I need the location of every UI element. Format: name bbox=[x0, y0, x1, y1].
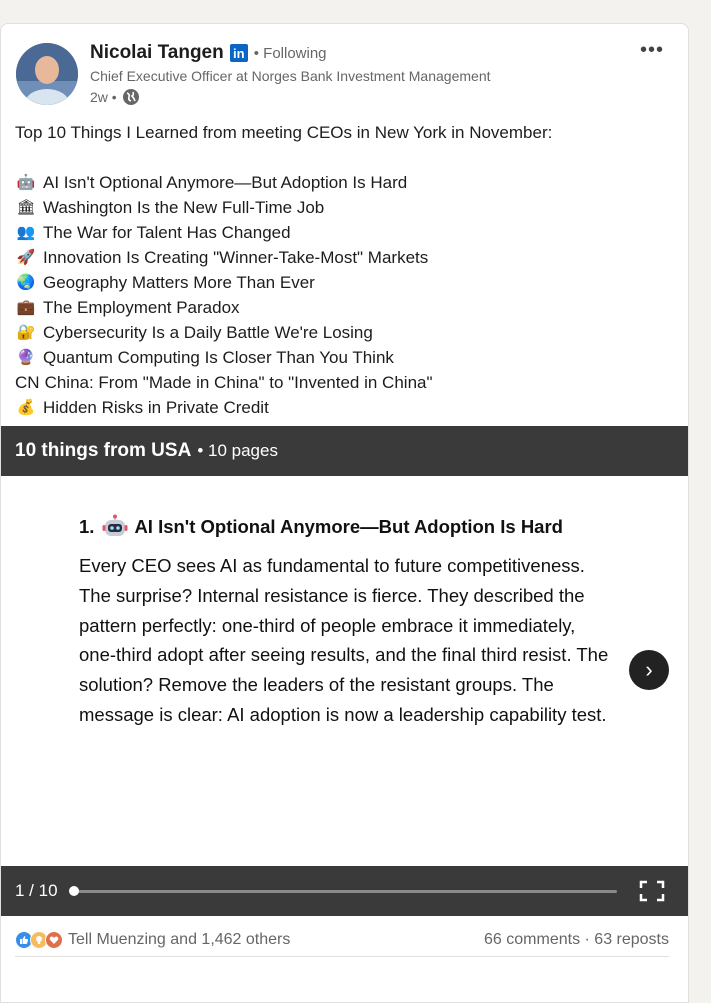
document-controls bbox=[1, 866, 689, 916]
list-item-text: AI Isn't Optional Anymore—But Adoption Is Hard bbox=[43, 173, 408, 192]
list-item-text: The War for Talent Has Changed bbox=[43, 223, 291, 242]
slide-number: 1. bbox=[79, 516, 95, 537]
list-item-text: The Employment Paradox bbox=[43, 298, 240, 317]
globe-icon: 🌏 bbox=[16, 274, 36, 291]
post-card bbox=[0, 23, 689, 1003]
slide-heading bbox=[79, 514, 563, 540]
post-header bbox=[1, 24, 688, 114]
robot-icon: 🤖 bbox=[16, 174, 36, 191]
document-title: 10 things from USA bbox=[15, 440, 192, 461]
author-name[interactable]: Nicolai Tangen bbox=[90, 42, 224, 63]
reaction-icons[interactable] bbox=[15, 931, 60, 949]
list-item bbox=[15, 395, 675, 420]
fullscreen-icon[interactable] bbox=[639, 880, 665, 902]
document-title-bar[interactable] bbox=[1, 426, 689, 476]
crystal-ball-icon: 🔮 bbox=[16, 349, 36, 366]
robot-icon bbox=[102, 514, 128, 540]
social-counts bbox=[15, 923, 669, 957]
rocket-icon: 🚀 bbox=[16, 249, 36, 266]
more-options-icon[interactable]: ••• bbox=[639, 39, 664, 61]
post-time: 2w • bbox=[90, 89, 117, 105]
list-item bbox=[15, 270, 675, 295]
list-item bbox=[15, 195, 675, 220]
list-item-text: Innovation Is Creating "Winner-Take-Most" Markets bbox=[43, 248, 429, 267]
list-item-text: Hidden Risks in Private Credit bbox=[43, 398, 269, 417]
progress-slider[interactable] bbox=[73, 890, 617, 893]
list-item bbox=[15, 320, 675, 345]
reactors-text[interactable]: Tell Muenzing and 1,462 others bbox=[68, 930, 291, 948]
page-counter: 1 / 10 bbox=[15, 881, 58, 900]
post-text bbox=[15, 120, 675, 420]
document-slide bbox=[1, 476, 689, 866]
briefcase-icon: 💼 bbox=[16, 299, 36, 316]
list-item bbox=[15, 345, 675, 370]
list-item-text: Quantum Computing Is Closer Than You Think bbox=[43, 348, 394, 367]
list-item-text: Washington Is the New Full-Time Job bbox=[43, 198, 325, 217]
post-intro: Top 10 Things I Learned from meeting CEOs in New York in November: bbox=[15, 123, 553, 142]
slide-title: AI Isn't Optional Anymore—But Adoption Is Hard bbox=[134, 516, 563, 537]
list-item-text: China: From "Made in China" to "Invented in China" bbox=[44, 373, 433, 392]
list-item bbox=[15, 170, 675, 195]
progress-thumb[interactable] bbox=[69, 886, 79, 896]
next-slide-button[interactable] bbox=[629, 650, 669, 690]
author-headline: Chief Executive Officer at Norges Bank Investment Management bbox=[90, 68, 491, 84]
author-avatar[interactable] bbox=[16, 43, 78, 105]
post-list bbox=[15, 170, 675, 420]
people-icon: 👥 bbox=[16, 224, 36, 241]
list-item bbox=[15, 370, 675, 395]
government-building-icon: 🏛 bbox=[16, 199, 36, 216]
list-item bbox=[15, 295, 675, 320]
list-item-text: Cybersecurity Is a Daily Battle We're Losing bbox=[43, 323, 373, 342]
document-page-count: • 10 pages bbox=[197, 441, 278, 460]
list-item-text: Geography Matters More Than Ever bbox=[43, 273, 315, 292]
love-reaction-icon bbox=[45, 931, 63, 949]
slide-body: Every CEO sees AI as fundamental to future competitiveness. The surprise? Internal resistance is fierce. They described the pattern perfectly: one-third of people embrace it immediately, one-third adopt after seeing results, and the final third resist. The solution? Remove the leaders of the resistant groups. The message is clear: AI adoption is now a leadership capability test. bbox=[79, 555, 609, 725]
globe-icon bbox=[122, 88, 140, 106]
follow-status: • Following bbox=[253, 44, 327, 62]
money-bag-icon: 💰 bbox=[16, 399, 36, 416]
lock-icon: 🔐 bbox=[16, 324, 36, 341]
post-meta bbox=[90, 88, 140, 106]
comments-reposts[interactable]: 66 comments · 63 reposts bbox=[484, 930, 669, 948]
chevron-right-icon: › bbox=[645, 657, 653, 682]
list-item bbox=[15, 220, 675, 245]
china-flag-icon: CN bbox=[15, 373, 40, 392]
list-item bbox=[15, 245, 675, 270]
linkedin-premium-icon: in bbox=[230, 44, 248, 62]
